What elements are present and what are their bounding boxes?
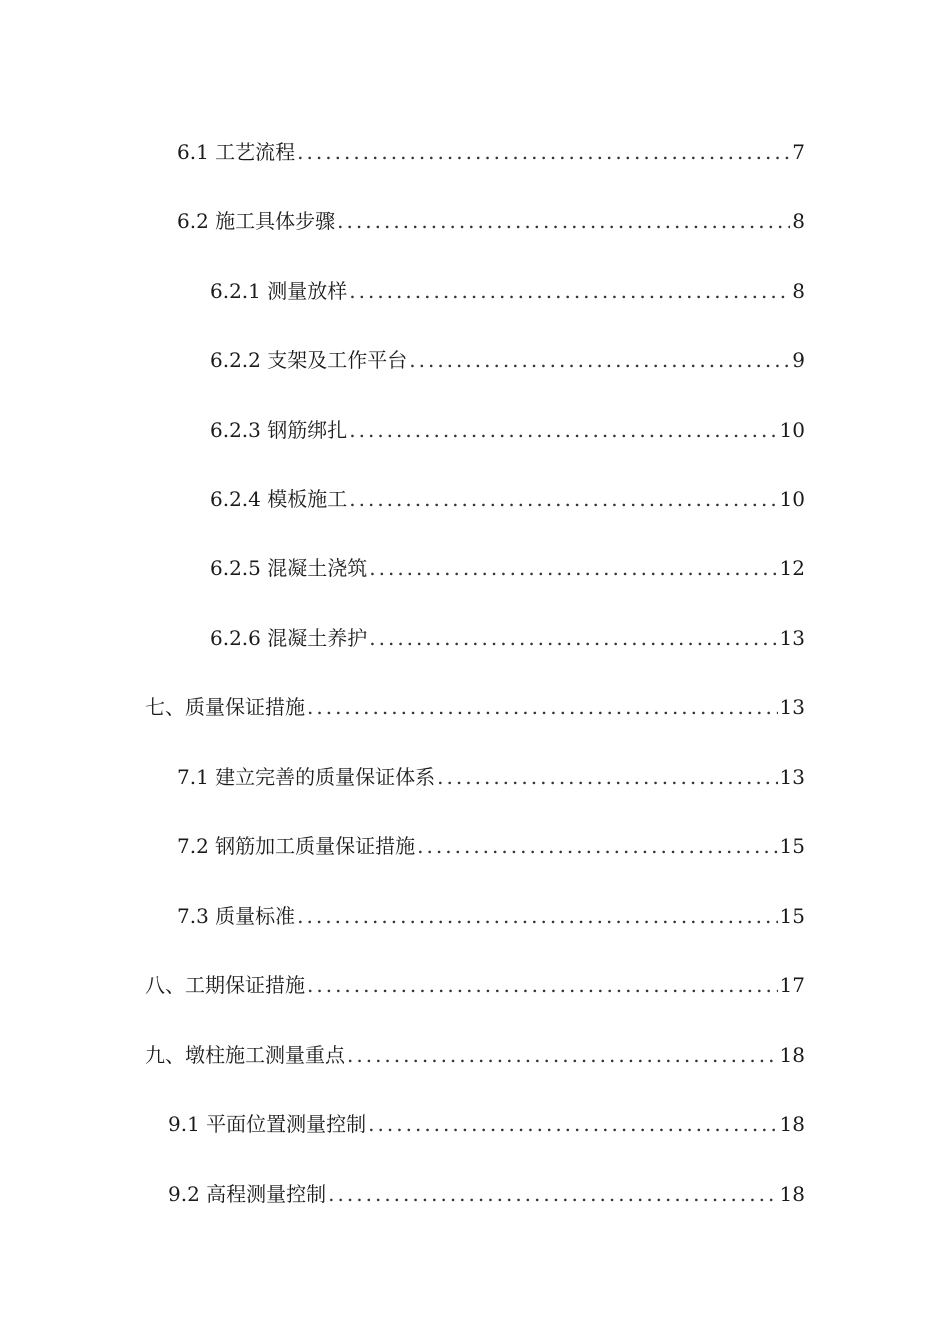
toc-entry-page: 9 [792, 348, 805, 372]
toc-entry-chapter-7[interactable] [145, 693, 805, 721]
toc-entry-page: 17 [779, 973, 805, 997]
toc-leader-dots [417, 832, 777, 860]
toc-entry-label: 6.2.6 混凝土养护 [210, 626, 368, 650]
toc-entry-label: 6.2.5 混凝土浇筑 [210, 556, 368, 580]
toc-leader-dots [349, 416, 777, 444]
toc-entry-label: 7.2 钢筋加工质量保证措施 [177, 834, 416, 858]
toc-entry-page: 7 [792, 140, 805, 164]
toc-entry-6-2[interactable] [177, 207, 805, 235]
toc-leader-dots [307, 693, 778, 721]
toc-entry-label: 6.2.1 测量放样 [210, 279, 348, 303]
toc-entry-7-3[interactable] [177, 902, 805, 930]
toc-entry-label: 八、工期保证措施 [145, 973, 305, 997]
toc-leader-dots [409, 346, 790, 374]
toc-entry-6-2-2[interactable] [210, 346, 805, 374]
toc-entry-6-2-3[interactable] [210, 416, 805, 444]
toc-entry-label: 7.1 建立完善的质量保证体系 [177, 765, 436, 789]
toc-leader-dots [337, 207, 790, 235]
toc-entry-page: 8 [792, 279, 805, 303]
toc-leader-dots [297, 138, 790, 166]
toc-entry-page: 12 [779, 556, 805, 580]
toc-entry-page: 15 [779, 834, 805, 858]
toc-entry-page: 10 [779, 487, 805, 511]
toc-leader-dots [437, 763, 777, 791]
toc-entry-label: 7.3 质量标准 [177, 904, 296, 928]
toc-entry-label: 6.2.4 模板施工 [210, 487, 348, 511]
toc-entry-page: 8 [792, 209, 805, 233]
toc-entry-label: 6.2 施工具体步骤 [177, 209, 336, 233]
toc-entry-label: 九、墩柱施工测量重点 [145, 1043, 345, 1067]
toc-leader-dots [369, 554, 777, 582]
toc-entry-6-2-1[interactable] [210, 277, 805, 305]
toc-leader-dots [349, 277, 790, 305]
toc-leader-dots [349, 485, 777, 513]
toc-entry-label: 9.1 平面位置测量控制 [168, 1112, 367, 1136]
toc-entry-page: 18 [779, 1043, 805, 1067]
toc-entry-6-2-4[interactable] [210, 485, 805, 513]
toc-leader-dots [328, 1180, 777, 1208]
toc-entry-page: 13 [779, 695, 805, 719]
toc-leader-dots [307, 971, 778, 999]
toc-entry-page: 13 [779, 765, 805, 789]
toc-entry-label: 6.1 工艺流程 [177, 140, 296, 164]
toc-leader-dots [347, 1041, 778, 1069]
toc-entry-page: 18 [779, 1182, 805, 1206]
toc-entry-chapter-9[interactable] [145, 1041, 805, 1069]
toc-entry-6-2-6[interactable] [210, 624, 805, 652]
toc-entry-page: 10 [779, 418, 805, 442]
toc-entry-label: 6.2.2 支架及工作平台 [210, 348, 408, 372]
toc-leader-dots [297, 902, 777, 930]
toc-entry-7-1[interactable] [177, 763, 805, 791]
toc-entry-6-2-5[interactable] [210, 554, 805, 582]
toc-entry-label: 6.2.3 钢筋绑扎 [210, 418, 348, 442]
toc-entry-page: 13 [779, 626, 805, 650]
toc-entry-6-1[interactable] [177, 138, 805, 166]
toc-leader-dots [369, 624, 777, 652]
toc-entry-chapter-8[interactable] [145, 971, 805, 999]
toc-entry-label: 七、质量保证措施 [145, 695, 305, 719]
toc-entry-label: 9.2 高程测量控制 [168, 1182, 327, 1206]
toc-entry-9-2[interactable] [168, 1180, 805, 1208]
toc-entry-page: 15 [779, 904, 805, 928]
toc-leader-dots [368, 1110, 777, 1138]
toc-entry-page: 18 [779, 1112, 805, 1136]
toc-entry-7-2[interactable] [177, 832, 805, 860]
toc-entry-9-1[interactable] [168, 1110, 805, 1138]
